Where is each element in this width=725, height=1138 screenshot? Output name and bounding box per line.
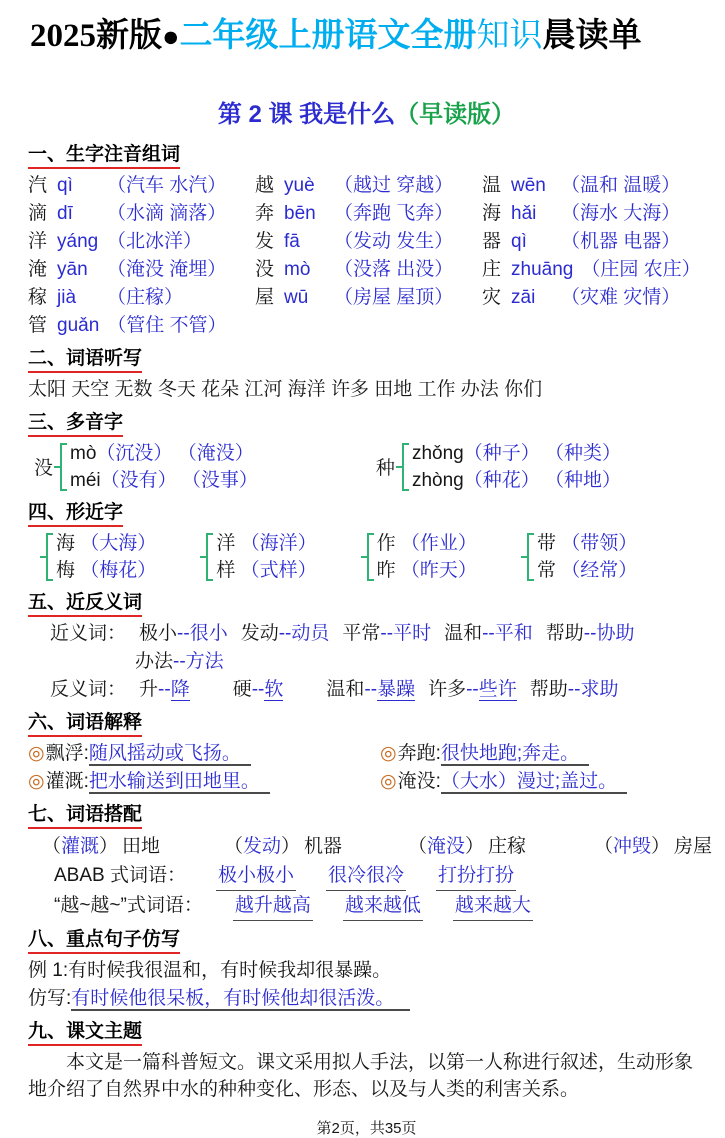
similar-word: （作业） bbox=[400, 532, 477, 554]
ring-bullet-icon: ◎ bbox=[380, 742, 397, 764]
example-words: （越过 穿越） bbox=[334, 174, 454, 196]
reading-words: （种子） （种类） bbox=[463, 442, 621, 464]
example-words: （海水 大海） bbox=[561, 202, 681, 224]
verb: 淹没 bbox=[427, 835, 466, 857]
imitation-answer: 有时候他很呆板，有时候他却很活泼。 bbox=[71, 988, 410, 1011]
abab-word: 打扮打扮 bbox=[436, 861, 516, 891]
character: 灾 bbox=[482, 286, 502, 308]
similar-word: （大海） bbox=[80, 532, 157, 554]
antonym-label: 反义词： bbox=[50, 678, 127, 700]
character: 汽 bbox=[28, 174, 48, 196]
collocation-item: （冲毁） 房屋 bbox=[594, 835, 713, 857]
synonym-line bbox=[28, 648, 705, 676]
word-pair: 帮助--协助 bbox=[545, 622, 635, 644]
character: 庄 bbox=[482, 258, 502, 280]
section-title: 九、课文主题 bbox=[28, 1016, 142, 1046]
char-entry bbox=[255, 172, 482, 200]
noun: 田地 bbox=[122, 835, 161, 857]
ring-bullet-icon: ◎ bbox=[28, 742, 45, 764]
bullet-dot-icon: ● bbox=[162, 21, 180, 53]
example-words: （奔跑 飞奔） bbox=[334, 202, 454, 224]
noun: 房屋 bbox=[674, 835, 713, 857]
example-words: （管住 不管） bbox=[107, 314, 227, 336]
section-title: 一、生字注音组词 bbox=[28, 139, 180, 169]
similar-char-group bbox=[40, 530, 156, 584]
bracket-icon bbox=[60, 443, 67, 491]
similar-char: 昨 bbox=[376, 559, 396, 581]
ring-bullet-icon: ◎ bbox=[380, 770, 397, 792]
bracket-icon bbox=[402, 443, 409, 491]
section-title: 五、近反义词 bbox=[28, 587, 142, 617]
document-title bbox=[30, 14, 705, 58]
pinyin: wēn bbox=[511, 174, 546, 196]
reading-words: （没有） （没事） bbox=[100, 469, 258, 491]
lesson-name: 第 2 课 我是什么 bbox=[217, 100, 396, 128]
similar-char: 梅 bbox=[56, 559, 76, 581]
polyphone-group bbox=[376, 440, 621, 494]
example-words: （发动 发生） bbox=[334, 230, 454, 252]
similar-word: （昨天） bbox=[400, 559, 477, 581]
definition-text: 把水输送到田地里。 bbox=[89, 771, 270, 794]
word-pair: 发动--动员 bbox=[240, 622, 330, 644]
yue-word: 越升越高 bbox=[233, 891, 313, 921]
section-definitions bbox=[28, 707, 705, 796]
reading-pinyin: mò bbox=[70, 442, 97, 464]
character: 器 bbox=[482, 230, 502, 252]
example-words: （灾难 灾情） bbox=[561, 286, 681, 308]
char-entry bbox=[482, 256, 705, 284]
definition-item bbox=[380, 768, 705, 796]
polyphone-row bbox=[34, 440, 705, 494]
char-entry bbox=[255, 256, 482, 284]
pinyin: hǎi bbox=[511, 202, 537, 224]
definition-item bbox=[28, 740, 380, 768]
lesson-title bbox=[28, 94, 705, 129]
verb: 灌溉 bbox=[61, 835, 100, 857]
pinyin: zhuāng bbox=[511, 258, 574, 280]
pinyin: qì bbox=[511, 230, 527, 252]
pinyin: dī bbox=[57, 202, 73, 224]
title-edition: 2025新版 bbox=[30, 18, 162, 54]
example-words: （温和 温暖） bbox=[561, 174, 681, 196]
similar-word: （经常） bbox=[561, 559, 638, 581]
bracket-icon bbox=[367, 533, 374, 581]
character: 管 bbox=[28, 314, 48, 336]
reading-pinyin: zhòng bbox=[411, 469, 464, 491]
polyphone-group bbox=[34, 440, 258, 494]
similar-word: （式样） bbox=[240, 559, 317, 581]
example-words: （房屋 屋顶） bbox=[334, 286, 454, 308]
synonym-line bbox=[28, 620, 705, 648]
example-words: （庄园 农庄） bbox=[581, 258, 701, 280]
similar-char-group bbox=[521, 530, 637, 584]
pinyin: jià bbox=[57, 286, 77, 308]
word-pair: 办法--方法 bbox=[135, 650, 224, 672]
character: 发 bbox=[255, 230, 275, 252]
section-sentence-imitation bbox=[28, 924, 705, 1013]
example-words: （汽车 水汽） bbox=[107, 174, 227, 196]
char-entry bbox=[482, 200, 705, 228]
term: 淹没: bbox=[397, 770, 441, 792]
word-pair: 升--降 bbox=[139, 678, 190, 700]
abab-label: ABAB 式词语： bbox=[54, 864, 186, 886]
definition-text: 很快地跑;奔走。 bbox=[441, 743, 589, 766]
pinyin: guǎn bbox=[57, 314, 100, 336]
section-dictation bbox=[28, 343, 705, 404]
section-synonyms-antonyms bbox=[28, 587, 705, 704]
char-entry bbox=[28, 312, 255, 340]
verb: 发动 bbox=[243, 835, 282, 857]
char-entry bbox=[28, 228, 255, 256]
imitation-label: 仿写: bbox=[28, 987, 72, 1009]
example-words: （水滴 滴落） bbox=[107, 202, 227, 224]
bracket-icon bbox=[527, 533, 534, 581]
word-pair: 平常--平时 bbox=[342, 622, 432, 644]
example-words: （机器 电器） bbox=[561, 230, 681, 252]
definition-grid bbox=[28, 740, 705, 796]
character: 奔 bbox=[255, 202, 275, 224]
antonym-line bbox=[28, 676, 705, 704]
section-collocations bbox=[28, 799, 713, 921]
imitation-line bbox=[28, 985, 705, 1013]
example-sentence: 例 1:有时候我很温和，有时候我却很暴躁。 bbox=[28, 959, 392, 981]
word-pair: 硬--软 bbox=[232, 678, 284, 700]
word-pair: 温和--暴躁 bbox=[326, 678, 416, 700]
character: 没 bbox=[255, 258, 275, 280]
ring-bullet-icon: ◎ bbox=[28, 770, 45, 792]
similar-char: 带 bbox=[536, 532, 556, 554]
similar-word: （梅花） bbox=[80, 559, 157, 581]
section-title: 四、形近字 bbox=[28, 497, 123, 527]
term: 飘浮: bbox=[45, 742, 89, 764]
reading-pinyin: zhǒng bbox=[411, 442, 464, 464]
character: 洋 bbox=[28, 230, 48, 252]
pinyin: fā bbox=[284, 230, 300, 252]
abab-word: 很冷很冷 bbox=[326, 861, 406, 891]
yue-word: 越来越大 bbox=[453, 891, 533, 921]
char-entry bbox=[255, 200, 482, 228]
section-title: 三、多音字 bbox=[28, 407, 123, 437]
section-title: 八、重点句子仿写 bbox=[28, 924, 180, 954]
term: 奔跑: bbox=[397, 742, 441, 764]
example-words: （庄稼） bbox=[107, 286, 184, 308]
noun: 庄稼 bbox=[488, 835, 527, 857]
collocation-item: （淹没） 庄稼 bbox=[408, 835, 527, 857]
dictation-words: 太阳 天空 无数 冬天 花朵 江河 海洋 许多 田地 工作 办法 你们 bbox=[28, 378, 543, 400]
example-words: （没落 出没） bbox=[334, 258, 454, 280]
yue-line bbox=[28, 891, 705, 921]
word-pair: 帮助--求助 bbox=[529, 678, 619, 700]
example-words: （淹没 淹埋） bbox=[107, 258, 227, 280]
example-words: （北冰洋） bbox=[107, 230, 203, 252]
definition-item bbox=[380, 740, 705, 768]
reading-words: （种花） （种地） bbox=[463, 469, 621, 491]
character: 淹 bbox=[28, 258, 48, 280]
pinyin: yuè bbox=[284, 174, 315, 196]
char-entry bbox=[255, 228, 482, 256]
pinyin: zāi bbox=[511, 286, 536, 308]
word-pair: 温和--平和 bbox=[444, 622, 533, 644]
section-title: 六、词语解释 bbox=[28, 707, 142, 737]
pinyin: yáng bbox=[57, 230, 99, 252]
title-suffix: 晨读单 bbox=[542, 18, 642, 54]
term: 灌溉: bbox=[45, 770, 89, 792]
similar-char-row bbox=[40, 530, 705, 584]
pinyin: bēn bbox=[284, 202, 316, 224]
polyphone-char: 种 bbox=[375, 458, 395, 480]
collocation-line bbox=[28, 832, 713, 861]
character: 屋 bbox=[255, 286, 275, 308]
abab-line bbox=[28, 861, 705, 891]
collocation-item: （发动） 机器 bbox=[224, 835, 343, 857]
similar-char-group bbox=[361, 530, 477, 584]
collocation-item: （灌溉） 田地 bbox=[42, 835, 161, 857]
title-grade: 二年级上册语文全册 bbox=[179, 16, 477, 53]
section-theme bbox=[28, 1016, 705, 1103]
title-knowledge: 知识 bbox=[476, 18, 543, 54]
char-entry bbox=[28, 256, 255, 284]
definition-item bbox=[28, 768, 380, 796]
similar-char: 海 bbox=[56, 532, 76, 554]
similar-char: 作 bbox=[376, 532, 396, 554]
char-entry bbox=[482, 172, 705, 200]
definition-text: 随风摇动或飞扬。 bbox=[89, 743, 251, 766]
pinyin: wū bbox=[284, 286, 309, 308]
character: 温 bbox=[482, 174, 502, 196]
character: 海 bbox=[482, 202, 502, 224]
bracket-icon bbox=[206, 533, 213, 581]
readings bbox=[412, 440, 621, 494]
similar-char: 样 bbox=[216, 559, 236, 581]
character-grid bbox=[28, 172, 705, 340]
yue-label: “越~越~”式词语： bbox=[54, 894, 203, 916]
char-entry bbox=[255, 284, 482, 312]
section-polyphones bbox=[28, 407, 705, 494]
section-title: 二、词语听写 bbox=[28, 343, 142, 373]
word-pair: 许多--些许 bbox=[428, 678, 517, 700]
char-entry bbox=[28, 172, 255, 200]
synonym-label: 近义词： bbox=[50, 622, 127, 644]
similar-char: 常 bbox=[536, 559, 556, 581]
character: 滴 bbox=[28, 202, 48, 224]
yue-word: 越来越低 bbox=[343, 891, 423, 921]
abab-word: 极小极小 bbox=[216, 861, 296, 891]
lesson-edition: （早读版） bbox=[395, 100, 516, 128]
char-entry bbox=[28, 284, 255, 312]
similar-word: （海洋） bbox=[240, 532, 317, 554]
char-entry bbox=[482, 228, 705, 256]
reading-words: （沉没） （淹没） bbox=[96, 442, 254, 464]
noun: 机器 bbox=[304, 835, 343, 857]
character: 越 bbox=[255, 174, 275, 196]
verb: 冲毁 bbox=[613, 835, 652, 857]
page-number: 第2页，共35页 bbox=[316, 1119, 417, 1137]
definition-text: （大水）漫过;盖过。 bbox=[441, 771, 627, 794]
similar-word: （带领） bbox=[561, 532, 638, 554]
word-pair: 极小--很小 bbox=[139, 622, 228, 644]
similar-char: 洋 bbox=[216, 532, 236, 554]
pinyin: yān bbox=[57, 258, 88, 280]
section-title: 七、词语搭配 bbox=[28, 799, 142, 829]
char-entry bbox=[28, 200, 255, 228]
reading-pinyin: méi bbox=[70, 469, 101, 491]
pinyin: mò bbox=[284, 258, 311, 280]
polyphone-char: 没 bbox=[34, 458, 54, 480]
similar-char-group bbox=[200, 530, 316, 584]
readings bbox=[70, 440, 258, 494]
section-characters bbox=[28, 139, 705, 340]
section-similar-chars bbox=[28, 497, 705, 584]
pinyin: qì bbox=[57, 174, 73, 196]
theme-paragraph: 本文是一篇科普短文。课文采用拟人手法，以第一人称进行叙述，生动形象地介绍了自然界中水的种种变化、形态、以及与人类的利害关系。 bbox=[28, 1051, 694, 1100]
character: 稼 bbox=[28, 286, 48, 308]
bracket-icon bbox=[46, 533, 53, 581]
char-entry bbox=[482, 284, 705, 312]
